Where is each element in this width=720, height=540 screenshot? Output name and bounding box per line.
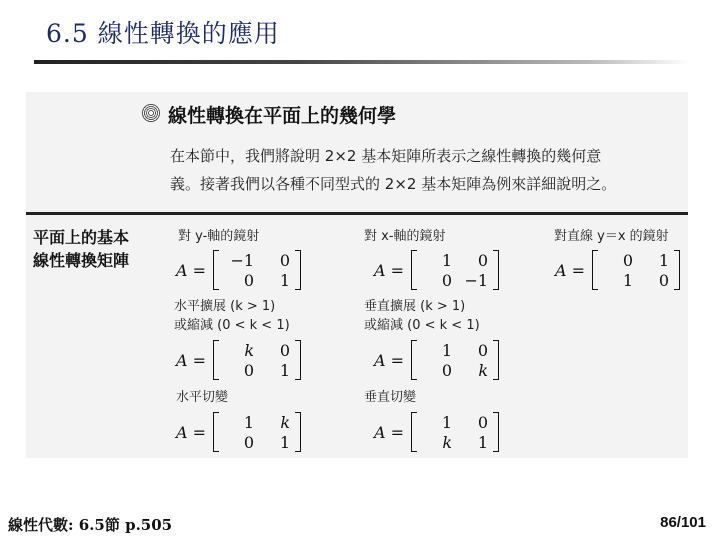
matrix-entry: 0 bbox=[477, 412, 489, 432]
matrix-bracket bbox=[411, 412, 499, 452]
matrix-vertical-shear bbox=[374, 412, 499, 452]
caption-reflect-x bbox=[364, 227, 446, 246]
matrix-entry: 1 bbox=[243, 412, 255, 432]
matrix-entry: k bbox=[244, 340, 255, 360]
table-top-rule bbox=[26, 212, 688, 215]
section-title: 線性轉換在平面上的幾何學 bbox=[168, 105, 397, 127]
matrix-bracket bbox=[411, 250, 499, 290]
caption-line: 或縮減 (0 < k < 1) bbox=[364, 318, 480, 333]
matrix-entry: 1 bbox=[477, 432, 489, 452]
concentric-circles-icon bbox=[142, 104, 160, 122]
title-underline bbox=[34, 60, 690, 64]
caption-line: 垂直切變 bbox=[364, 390, 417, 405]
matrix-entry: 0 bbox=[243, 432, 255, 452]
matrix-entry: k bbox=[280, 412, 291, 432]
slide-title: 6.5 線性轉換的應用 bbox=[46, 19, 280, 48]
caption-line: 垂直擴展 (k > 1) bbox=[364, 299, 466, 314]
matrix-entry: 1 bbox=[658, 250, 670, 270]
caption-line: 水平擴展 (k > 1) bbox=[174, 299, 276, 314]
matrix-entry: −1 bbox=[230, 250, 255, 270]
matrix-reflect-x bbox=[374, 250, 499, 290]
matrix-bracket bbox=[411, 340, 499, 380]
matrix-entry: −1 bbox=[464, 270, 489, 290]
matrix-symbol: A = bbox=[374, 422, 405, 442]
caption-line: 水平切變 bbox=[176, 390, 229, 405]
matrix-symbol: A = bbox=[555, 260, 586, 280]
matrix-reflect-y bbox=[176, 250, 301, 290]
matrix-symbol: A = bbox=[176, 260, 207, 280]
matrix-entry: 0 bbox=[279, 250, 291, 270]
matrix-entry: 1 bbox=[441, 412, 453, 432]
caption-line: 對 y-軸的鏡射 bbox=[178, 229, 260, 244]
matrix-entry: 1 bbox=[441, 250, 453, 270]
matrix-entry: 1 bbox=[279, 432, 291, 452]
intro-line-2: 義。接著我們以各種不同型式的 2×2 基本矩陣為例來詳細說明之。 bbox=[170, 175, 617, 193]
row-heading bbox=[33, 226, 129, 272]
matrix-entry: 1 bbox=[441, 340, 453, 360]
matrix-symbol: A = bbox=[374, 260, 405, 280]
page-number: 86/101 bbox=[660, 514, 706, 531]
matrix-entry: 1 bbox=[279, 270, 291, 290]
caption-line: 或縮減 (0 < k < 1) bbox=[174, 318, 290, 333]
row-heading-line-1: 平面上的基本 bbox=[33, 228, 130, 247]
matrix-bracket bbox=[213, 340, 301, 380]
matrix-entry: 0 bbox=[477, 250, 489, 270]
row-heading-line-2: 線性轉換矩陣 bbox=[33, 251, 130, 270]
matrix-symbol: A = bbox=[374, 350, 405, 370]
matrix-bracket bbox=[213, 412, 301, 452]
matrix-vertical-expansion bbox=[374, 340, 499, 380]
matrix-bracket bbox=[213, 250, 301, 290]
matrix-entry: 0 bbox=[243, 270, 255, 290]
matrix-reflect-yx bbox=[555, 250, 680, 290]
matrix-symbol: A = bbox=[176, 350, 207, 370]
caption-horizontal-shear bbox=[176, 388, 228, 407]
matrix-entry: 1 bbox=[279, 360, 291, 380]
matrix-symbol: A = bbox=[176, 422, 207, 442]
matrix-entry: k bbox=[442, 432, 453, 452]
matrix-entry: 0 bbox=[441, 270, 453, 290]
matrix-horizontal-expansion bbox=[176, 340, 301, 380]
matrix-entry: 0 bbox=[441, 360, 453, 380]
intro-line-1: 在本節中，我們將說明 2×2 基本矩陣所表示之線性轉換的幾何意 bbox=[170, 147, 602, 165]
matrix-entry: 1 bbox=[622, 270, 634, 290]
caption-line: 對直線 y＝x 的鏡射 bbox=[554, 229, 669, 244]
matrix-horizontal-shear bbox=[176, 412, 301, 452]
footer-source: 線性代數: 6.5節 p.505 bbox=[8, 516, 173, 534]
matrix-entry: 0 bbox=[622, 250, 634, 270]
caption-line: 對 x-軸的鏡射 bbox=[364, 229, 446, 244]
matrix-entry: 0 bbox=[243, 360, 255, 380]
caption-vertical-expansion bbox=[364, 297, 480, 335]
matrix-entry: k bbox=[478, 360, 489, 380]
caption-reflect-y bbox=[178, 227, 259, 246]
matrix-bracket bbox=[592, 250, 680, 290]
matrix-entry: 0 bbox=[477, 340, 489, 360]
matrix-entry: 0 bbox=[658, 270, 670, 290]
caption-horizontal-expansion bbox=[174, 297, 290, 335]
caption-vertical-shear bbox=[364, 388, 416, 407]
caption-reflect-yx bbox=[554, 227, 669, 246]
matrix-entry: 0 bbox=[279, 340, 291, 360]
